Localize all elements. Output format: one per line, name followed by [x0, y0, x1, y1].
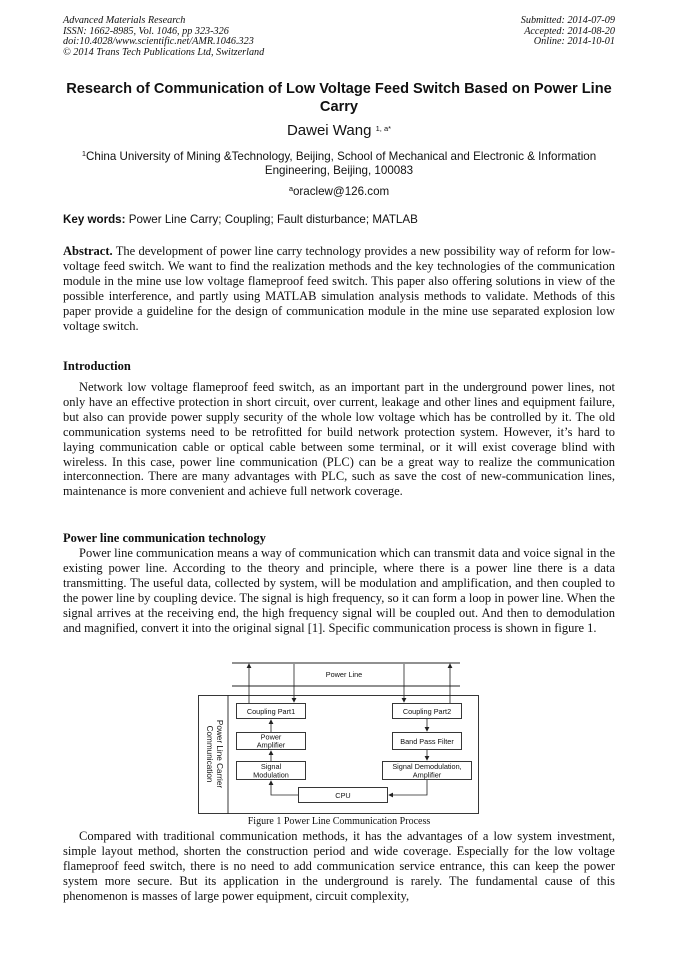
doi-line: doi:10.4028/www.scientific.net/AMR.1046.323: [63, 36, 254, 48]
email-address[interactable]: oraclew@126.com: [292, 185, 390, 198]
introduction-heading: Introduction: [63, 359, 131, 373]
journal-name: Advanced Materials Research: [63, 15, 186, 26]
email: [63, 185, 615, 198]
submitted-date: Submitted: 2014-07-09: [520, 15, 615, 26]
band-pass-filter-label: Band Pass Filter: [400, 737, 454, 746]
journal-header: [63, 16, 264, 58]
dates-header: [521, 16, 615, 48]
signal-demodulation-label-2: Amplifier: [412, 770, 442, 780]
accepted-date: Accepted: 2014-08-20: [524, 25, 615, 37]
author: [63, 122, 615, 139]
figure-1-caption: Figure 1 Power Line Communication Process: [247, 816, 431, 827]
side-label-1: Power Line Carrier: [215, 719, 224, 789]
copyright-line: © 2014 Trans Tech Publications Ltd, Switzerland: [63, 46, 265, 58]
signal-demodulation-label-1: Signal Demodulation,: [392, 762, 462, 771]
introduction-paragraph: Network low voltage flameproof feed switch, as an important part in the underground power lines, not only have an effective protection in short circuit, over current, leakage and other lines and equipment failure, but also can provide power supply security of the whole low voltage which has be controlled by it. The old communication systems need to be retrofitted for build network protection system. However, it’s hard to laying communication cable or optical cable between some terminal, or it will exist coverage blind with wireless. In this case, power line communication (PLC) can be a great way to realize the communication interconnection. There are many advantages with PLC, such as save the cost of new-communication lines, maintenance is more convenient and achieve full network coverage.: [63, 380, 615, 499]
cpu-to-mod-arrow: [271, 781, 298, 795]
closing-body: [63, 829, 615, 904]
cpu-label: CPU: [335, 791, 351, 800]
author-name: Dawei Wang: [286, 122, 372, 139]
email-superscript: a: [288, 184, 293, 193]
affiliation-superscript: 1: [81, 149, 86, 158]
affiliation: [63, 150, 615, 178]
affiliation-text: China University of Mining &Technology, Beijing, School of Mechanical and Electronic & Information Engineering, Beijing, 100083: [86, 150, 597, 177]
keywords-text: Power Line Carry; Coupling; Fault disturbance; MATLAB: [128, 213, 418, 226]
plc-paragraph: Power line communication means a way of communication which can transmit data and voice signal in the existing power line. According to the theory and principle, where there is a power line there is a data transmitting. The useful data, collected by system, will be modulation and amplification, and then coupled to the power line by coupling device. The signal is high frequency, so it can form a loop in power line. When the signal arrives at the receiving end, the high frequency signal will be coupled out. And then to demodulation and magnified, convert it into the original signal [1]. Specific communication process is shown in figure 1.: [63, 546, 615, 635]
keywords-label: Key words:: [63, 213, 126, 226]
coupling-part2-label: Coupling Part2: [402, 707, 452, 716]
keywords: [63, 213, 615, 226]
issn-line: ISSN: 1662-8985, Vol. 1046, pp 323-326: [63, 25, 229, 37]
closing-paragraph: Compared with traditional communication methods, it has the advantages of a low system investment, simple layout method, shorten the construction period and wide coverage. Especially for the low voltage flameproof feed switch, there is no need to add communication service entrance, this can keep the power system more secure. But its application in the underground is rarely. The fundamental cause of this phenomenon is masses of large power equipment, circuit complexity,: [63, 829, 615, 903]
side-label-2: Communication: [205, 725, 214, 783]
signal-modulation-label-2: Modulation: [253, 770, 289, 780]
demod-to-cpu-arrow: [389, 780, 427, 795]
power-amplifier-label-2: Amplifier: [256, 740, 286, 750]
plc-heading: Power line communication technology: [63, 531, 266, 545]
abstract-text: The development of power line carry technology provides a new possibility way of reform for low-voltage feed switch. We want to find the realization methods and the key technologies of the communication module in the mine use low voltage flameproof feed switch. This paper also offering solutions in view of the possible interference, and partly using MATLAB simulation analysis methods to validate. Methods of this paper provide a guideline for the design of communication module in the mine use separated explosion low voltage switch.: [63, 244, 615, 333]
introduction-body: [63, 380, 615, 499]
abstract-label: Abstract.: [63, 244, 113, 258]
author-superscript: 1, a*: [375, 124, 392, 133]
abstract: [63, 244, 615, 333]
paper-title: Research of Communication of Low Voltage Feed Switch Based on Power Line Carry: [66, 81, 612, 115]
online-date: Online: 2014-10-01: [533, 36, 615, 48]
plc-body: [63, 546, 615, 635]
signal-modulation-label-1: Signal: [260, 762, 282, 771]
figure-1-diagram: [198, 661, 480, 814]
coupling-part1-label: Coupling Part1: [246, 707, 296, 716]
power-amplifier-label-1: Power: [260, 732, 282, 742]
power-line-label: Power Line: [325, 670, 363, 679]
